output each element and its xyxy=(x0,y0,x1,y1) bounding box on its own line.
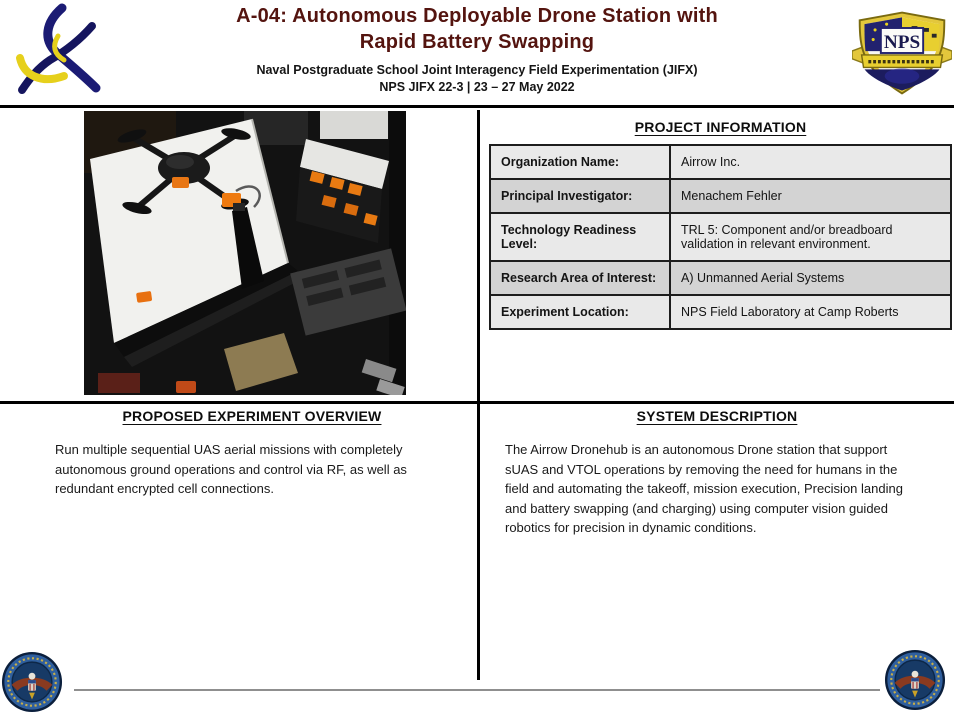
vertical-divider xyxy=(477,110,480,680)
project-info-value: A) Unmanned Aerial Systems xyxy=(670,261,951,295)
project-info-label: Experiment Location: xyxy=(490,295,670,329)
dod-seal-icon xyxy=(884,648,946,712)
project-info-value: TRL 5: Component and/or breadboard validation in relevant environment. xyxy=(670,213,951,261)
project-info-value: NPS Field Laboratory at Camp Roberts xyxy=(670,295,951,329)
header-subtitle xyxy=(120,62,834,96)
dod-seal-icon xyxy=(1,650,63,714)
project-info-label: Research Area of Interest: xyxy=(490,261,670,295)
proposed-experiment-overview-section xyxy=(32,408,472,499)
project-info-label: Technology Readiness Level: xyxy=(490,213,670,261)
proposed-experiment-overview-body: Run multiple sequential UAS aerial missions with completely autonomous ground operations and control via RF, as well as redundant encrypted cell connections. xyxy=(55,442,407,496)
table-row xyxy=(490,261,951,295)
table-row xyxy=(490,295,951,329)
table-row xyxy=(490,213,951,261)
system-description-heading: SYSTEM DESCRIPTION xyxy=(636,408,798,424)
proposed-experiment-overview-heading: PROPOSED EXPERIMENT OVERVIEW xyxy=(122,408,382,424)
system-description-body: The Airrow Dronehub is an autonomous Drone station that support sUAS and VTOL operations by removing the need for humans in the field and automating the takeoff, mission execution, Precision landing and battery swapping (and charging) using computer vision guided robotics for precision in dynamic conditions. xyxy=(505,442,903,535)
subtitle-event: Naval Postgraduate School Joint Interagency Field Experimentation (JIFX) xyxy=(256,63,698,77)
project-info-value: Menachem Fehler xyxy=(670,179,951,213)
table-row xyxy=(490,179,951,213)
horizontal-divider xyxy=(0,401,954,404)
nps-acronym-text: NPS xyxy=(883,32,921,54)
project-info-label: Organization Name: xyxy=(490,145,670,179)
footer-divider xyxy=(74,689,880,691)
table-row xyxy=(490,145,951,179)
system-description-section xyxy=(497,408,937,538)
project-info-value: Airrow Inc. xyxy=(670,145,951,179)
project-info-label: Principal Investigator: xyxy=(490,179,670,213)
header-divider xyxy=(0,105,954,108)
page-title-line1: A-04: Autonomous Deployable Drone Station with xyxy=(236,5,718,27)
nps-shield-logo-icon xyxy=(852,8,952,98)
project-information-heading: PROJECT INFORMATION xyxy=(634,119,807,135)
header xyxy=(120,3,834,96)
project-information-table xyxy=(489,144,952,330)
project-information-section xyxy=(489,119,952,330)
drone-station-photo xyxy=(84,111,406,395)
subtitle-dates: NPS JIFX 22-3 | 23 – 27 May 2022 xyxy=(379,80,575,94)
airrow-bird-logo-icon xyxy=(8,2,108,102)
page-title-line2: Rapid Battery Swapping xyxy=(359,31,595,53)
